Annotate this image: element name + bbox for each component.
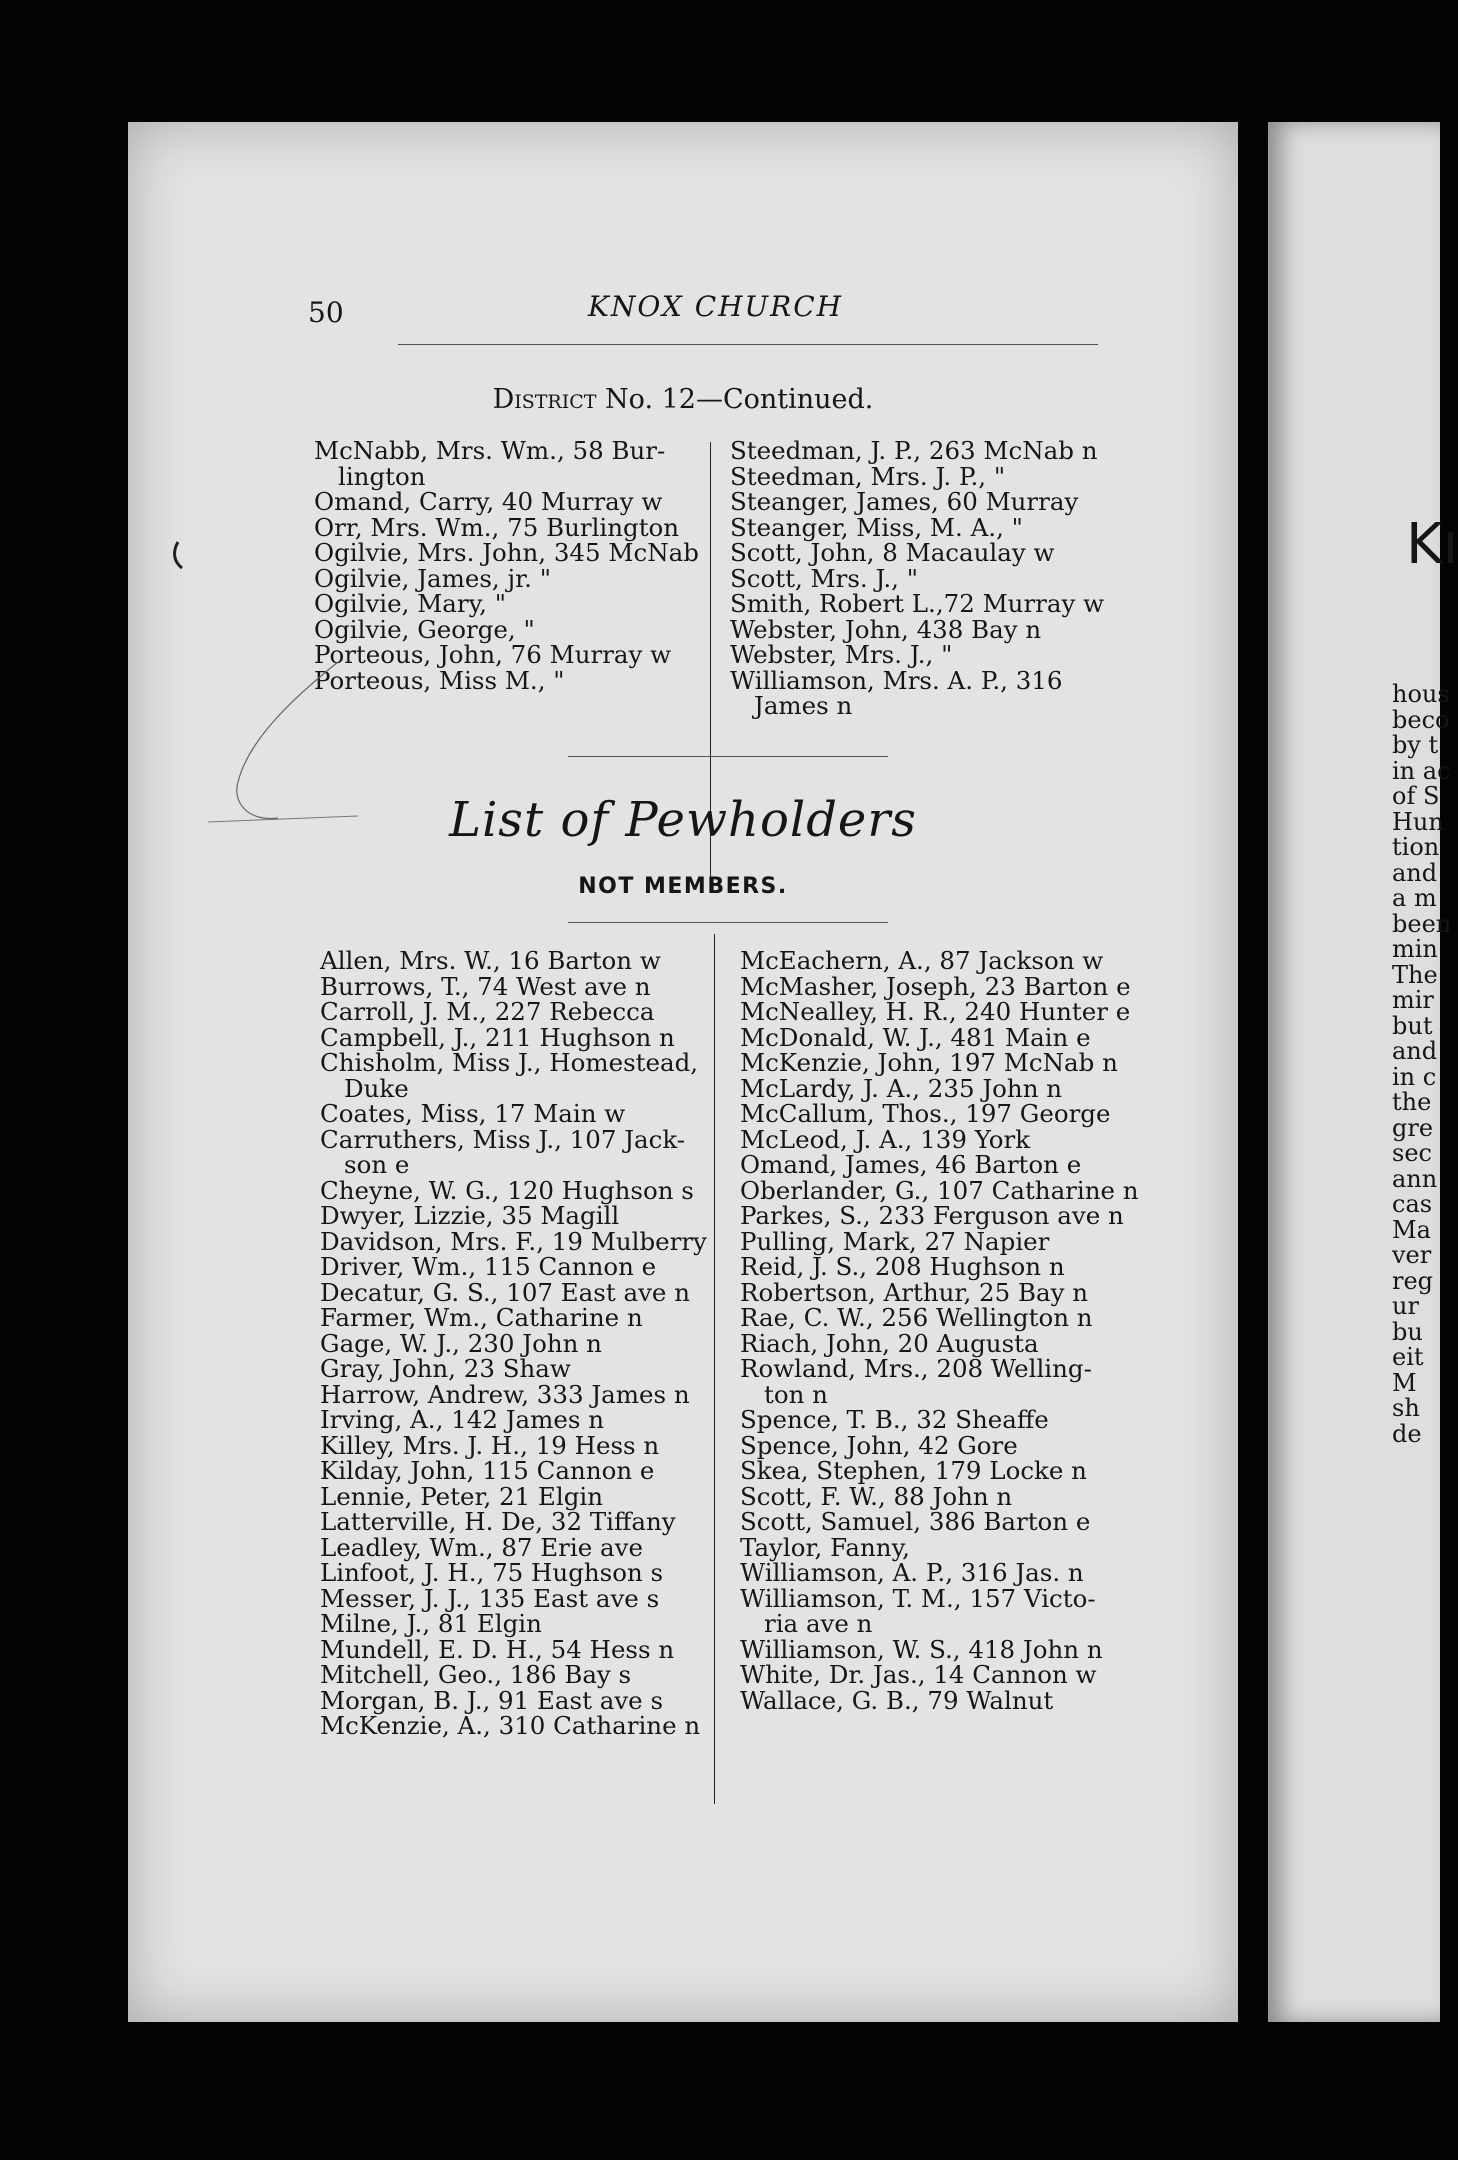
pewholder-entry: McMasher, Joseph, 23 Barton e [740, 971, 1131, 1001]
facing-page-text [1392, 682, 1451, 1447]
district-entry: Ogilvie, Mary, " [314, 589, 507, 618]
pewholder-entry: Decatur, G. S., 107 East ave n [320, 1277, 691, 1307]
facing-page-line: sec [1392, 1139, 1432, 1167]
pewholder-entry: Harrow, Andrew, 333 James n [320, 1379, 690, 1409]
district-entry: lington [338, 461, 426, 491]
pewholder-entry: ton n [764, 1379, 828, 1409]
facing-page-line: ver [1392, 1241, 1432, 1269]
pewholder-entry: Farmer, Wm., Catharine n [320, 1303, 643, 1332]
pewholder-entry: White, Dr. Jas., 14 Cannon w [740, 1660, 1097, 1689]
facing-page-line: beco [1392, 705, 1450, 734]
facing-page-line: Ma [1392, 1215, 1431, 1244]
facing-page-line: The [1392, 960, 1438, 989]
facing-page-line: been [1392, 909, 1452, 938]
subtitle-rule [568, 922, 888, 923]
pewholder-entry: Campbell, J., 211 Hughson n [320, 1022, 675, 1052]
pewholder-entry: McNealley, H. R., 240 Hunter e [740, 997, 1131, 1026]
facing-page-line: ann [1392, 1164, 1438, 1193]
pewholder-entry: Skea, Stephen, 179 Locke n [740, 1456, 1087, 1485]
facing-page-line: and [1392, 858, 1438, 887]
facing-page-line: in c [1392, 1062, 1437, 1091]
running-head: KNOX CHURCH [588, 290, 844, 323]
pewholder-entry: Burrows, T., 74 West ave n [320, 971, 651, 1001]
district-entry: Williamson, Mrs. A. P., 316 [730, 665, 1063, 695]
pewholder-entry: Irving, A., 142 James n [320, 1405, 605, 1434]
pewholder-entry: Spence, T. B., 32 Sheaffe [740, 1405, 1049, 1434]
pewholder-entry: Chisholm, Miss J., Homestead, [320, 1048, 699, 1077]
facing-page-line: bu [1392, 1317, 1423, 1346]
pewholder-entry: Scott, F. W., 88 John n [740, 1481, 1013, 1511]
facing-page-line: of S [1392, 782, 1440, 810]
facing-page-line: by t [1392, 731, 1439, 759]
pewholder-entry: Davidson, Mrs. F., 19 Mulberry [320, 1226, 707, 1256]
district-entry: Steedman, Mrs. J. P., " [730, 461, 1006, 491]
header-rule [398, 344, 1098, 345]
district-entry: Scott, Mrs. J., " [730, 563, 919, 593]
pewholder-entry: Mitchell, Geo., 186 Bay s [320, 1660, 632, 1689]
pewholder-entry: Williamson, A. P., 316 Jas. n [740, 1558, 1084, 1587]
district-entry: Porteous, John, 76 Murray w [314, 640, 672, 669]
district-entry: McNabb, Mrs. Wm., 58 Bur- [314, 436, 666, 465]
facing-page-line: a m [1392, 884, 1437, 912]
pewholder-entry: Rowland, Mrs., 208 Welling- [740, 1354, 1092, 1383]
book-page-right-edge [1268, 122, 1458, 2022]
pewholder-entry: Cheyne, W. G., 120 Hughson s [320, 1175, 694, 1205]
facing-page-line: gre [1392, 1113, 1434, 1142]
pewholders-column-divider [714, 934, 715, 1804]
pewholder-entry: Oberlander, G., 107 Catharine n [740, 1175, 1139, 1205]
pewholder-entry: Riach, John, 20 Augusta [740, 1328, 1039, 1358]
pewholder-entry: Rae, C. W., 256 Wellington n [740, 1303, 1093, 1332]
pewholder-entry: Gray, John, 23 Shaw [320, 1354, 571, 1383]
district-number: No. 12—Continued. [596, 384, 874, 415]
pewholder-entry: Lennie, Peter, 21 Elgin [320, 1481, 604, 1511]
facing-page-line: hous [1392, 680, 1450, 708]
pewholders-right-column [740, 948, 1139, 1713]
facing-page-line: mir [1392, 986, 1434, 1014]
district-entry: James n [754, 691, 853, 720]
pewholder-entry: Gage, W. J., 230 John n [320, 1328, 602, 1358]
section-rule [568, 756, 888, 757]
district-entry: Orr, Mrs. Wm., 75 Burlington [314, 512, 680, 542]
pewholder-entry: Milne, J., 81 Elgin [320, 1609, 542, 1638]
district-entry: Scott, John, 8 Macaulay w [730, 538, 1055, 567]
district-entry: Steanger, Miss, M. A., " [730, 512, 1023, 542]
facing-page-line: M [1392, 1368, 1417, 1397]
facing-page-line: de [1392, 1419, 1422, 1448]
pewholder-entry: Taylor, Fanny, [740, 1532, 910, 1562]
section-title: List of Pewholders [449, 792, 917, 848]
facing-page-line: sh [1392, 1394, 1420, 1422]
district-entry: Ogilvie, George, " [314, 614, 535, 644]
district-entry: Ogilvie, James, jr. " [314, 563, 551, 593]
pewholders-left-column [320, 948, 707, 1739]
district-entry: Steedman, J. P., 263 McNab n [730, 436, 1098, 465]
pewholder-entry: Robertson, Arthur, 25 Bay n [740, 1277, 1089, 1307]
facing-page-line: in ac [1392, 756, 1451, 785]
pewholder-entry: McDonald, W. J., 481 Main e [740, 1022, 1091, 1052]
district-entry: Smith, Robert L.,72 Murray w [730, 589, 1105, 618]
pewholder-entry: Carruthers, Miss J., 107 Jack- [320, 1124, 686, 1154]
facing-page-line: Hun [1392, 807, 1444, 836]
district-entry: Ogilvie, Mrs. John, 345 McNab [314, 538, 699, 567]
pewholder-entry: Williamson, W. S., 418 John n [740, 1634, 1103, 1664]
facing-page-line: and [1392, 1037, 1438, 1065]
facing-page-line: tion [1392, 833, 1440, 861]
pewholder-entry: Omand, James, 46 Barton e [740, 1150, 1082, 1179]
pewholder-entry: Carroll, J. M., 227 Rebecca [320, 997, 655, 1026]
pewholder-entry: McCallum, Thos., 197 George [740, 1099, 1111, 1128]
pewholder-entry: ria ave n [764, 1609, 873, 1638]
book-page-left [128, 122, 1238, 2022]
pewholder-entry: Leadley, Wm., 87 Erie ave [320, 1532, 643, 1562]
pewholder-entry: Allen, Mrs. W., 16 Barton w [320, 946, 661, 975]
pencil-mark [168, 402, 368, 862]
pewholder-entry: Dwyer, Lizzie, 35 Magill [320, 1201, 620, 1230]
pewholder-entry: Coates, Miss, 17 Main w [320, 1099, 626, 1128]
pewholder-entry: son e [344, 1150, 410, 1179]
pewholder-entry: Wallace, G. B., 79 Walnut [740, 1685, 1054, 1715]
pewholder-entry: Latterville, H. De, 32 Tiffany [320, 1507, 676, 1536]
facing-page-line: reg [1392, 1266, 1434, 1295]
pewholder-entry: McLardy, J. A., 235 John n [740, 1073, 1063, 1103]
facing-page-heading: Kı [1406, 512, 1458, 577]
pewholder-entry: Morgan, B. J., 91 East ave s [320, 1685, 664, 1715]
pewholder-entry: Pulling, Mark, 27 Napier [740, 1226, 1050, 1256]
pewholder-entry: McLeod, J. A., 139 York [740, 1124, 1031, 1154]
pewholder-entry: Messer, J. J., 135 East ave s [320, 1583, 660, 1613]
district-entry: Webster, Mrs. J., " [730, 640, 953, 669]
facing-page-line: but [1392, 1011, 1433, 1040]
district-entry: Webster, John, 438 Bay n [730, 614, 1042, 644]
pewholder-entry: McKenzie, John, 197 McNab n [740, 1048, 1118, 1077]
pewholder-entry: McEachern, A., 87 Jackson w [740, 946, 1104, 975]
section-subtitle: NOT MEMBERS. [578, 874, 788, 899]
pewholder-entry: Scott, Samuel, 386 Barton e [740, 1507, 1091, 1536]
district-entry: Omand, Carry, 40 Murray w [314, 487, 663, 516]
pewholder-entry: Mundell, E. D. H., 54 Hess n [320, 1634, 675, 1664]
facing-page-line: min [1392, 935, 1438, 963]
pewholder-entry: Parkes, S., 233 Ferguson ave n [740, 1201, 1124, 1230]
facing-page-line: cas [1392, 1190, 1433, 1218]
page-number: 50 [308, 296, 344, 329]
district-label: District [492, 384, 597, 415]
pewholder-entry: McKenzie, A., 310 Catharine n [320, 1711, 701, 1740]
pewholder-entry: Reid, J. S., 208 Hughson n [740, 1252, 1065, 1281]
district-entry: Steanger, James, 60 Murray [730, 487, 1079, 516]
pewholder-entry: Williamson, T. M., 157 Victo- [740, 1583, 1096, 1613]
pewholder-entry: Spence, John, 42 Gore [740, 1430, 1018, 1460]
pewholder-entry: Killey, Mrs. J. H., 19 Hess n [320, 1430, 660, 1460]
facing-page-line: eit [1392, 1343, 1424, 1371]
pewholder-entry: Driver, Wm., 115 Cannon e [320, 1252, 657, 1281]
facing-page-line: ur [1392, 1292, 1419, 1320]
district-left-column [314, 438, 699, 693]
pewholder-entry: Duke [344, 1073, 409, 1103]
pewholder-entry: Linfoot, J. H., 75 Hughson s [320, 1558, 664, 1587]
district-right-column [730, 438, 1104, 719]
district-entry: Porteous, Miss M., " [314, 665, 565, 695]
facing-page-line: the [1392, 1088, 1432, 1116]
pewholder-entry: Kilday, John, 115 Cannon e [320, 1456, 655, 1485]
